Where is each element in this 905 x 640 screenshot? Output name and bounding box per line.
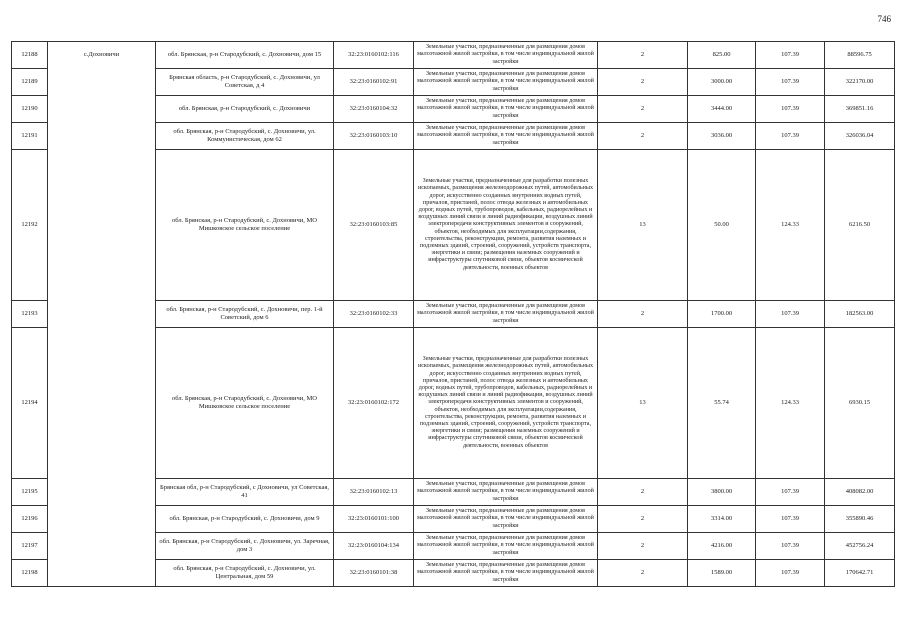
area-cell: 825.00 bbox=[688, 42, 756, 69]
page-number: 746 bbox=[877, 14, 891, 24]
table-row bbox=[12, 42, 895, 69]
land-use-cell: Земельные участки, предназначенные для размещения домов малоэтажной жилой застройки, в том числе индивидуальной жилой застройки bbox=[414, 479, 598, 506]
row-id-cell: 12191 bbox=[12, 123, 48, 150]
group-cell: 2 bbox=[598, 301, 688, 328]
address-cell: обл. Брянская, р-н Стародубский, с. Дохновичи, дом 9 bbox=[156, 506, 334, 533]
rate-cell: 107.39 bbox=[756, 560, 825, 587]
area-cell: 3444.00 bbox=[688, 96, 756, 123]
table-row bbox=[12, 560, 895, 587]
rate-cell: 107.39 bbox=[756, 96, 825, 123]
locality-empty-cell bbox=[48, 560, 156, 587]
group-cell: 2 bbox=[598, 506, 688, 533]
area-cell: 3036.00 bbox=[688, 123, 756, 150]
address-cell: обл. Брянская, р-н Стародубский, с. Дохновичи, МО Мишковское сельское поселение bbox=[156, 150, 334, 301]
cadastral-number-cell: 32:23:0160102:13 bbox=[334, 479, 414, 506]
area-cell: 1700.00 bbox=[688, 301, 756, 328]
row-id-cell: 12190 bbox=[12, 96, 48, 123]
group-cell: 13 bbox=[598, 150, 688, 301]
cadastral-value-cell: 452756.24 bbox=[825, 533, 895, 560]
land-use-cell: Земельные участки, предназначенные для размещения домов малоэтажной жилой застройки, в том числе индивидуальной жилой застройки bbox=[414, 560, 598, 587]
land-use-cell: Земельные участки, предназначенные для размещения домов малоэтажной жилой застройки, в том числе индивидуальной жилой застройки bbox=[414, 42, 598, 69]
address-cell: обл. Брянская, р-н Стародубский, с. Дохновичи, ул. Коммунистическая, дом 62 bbox=[156, 123, 334, 150]
cadastral-number-cell: 32:23:0160102:91 bbox=[334, 69, 414, 96]
address-cell: обл. Брянская, р-н Стародубский, с. Дохновичи, ул. Центральная, дом 59 bbox=[156, 560, 334, 587]
cadastral-number-cell: 32:23:0160101:38 bbox=[334, 560, 414, 587]
address-cell: обл. Брянская, р-н Стародубский, с. Дохновичи bbox=[156, 96, 334, 123]
locality-empty-cell bbox=[48, 150, 156, 301]
locality-empty-cell bbox=[48, 123, 156, 150]
locality-empty-cell bbox=[48, 301, 156, 328]
cadastral-number-cell: 32:23:0160103:10 bbox=[334, 123, 414, 150]
row-id-cell: 12193 bbox=[12, 301, 48, 328]
cadastral-value-cell: 322170.00 bbox=[825, 69, 895, 96]
cadastral-number-cell: 32:23:0160101:100 bbox=[334, 506, 414, 533]
cadastral-value-cell: 355890.46 bbox=[825, 506, 895, 533]
locality-empty-cell bbox=[48, 328, 156, 479]
rate-cell: 124.33 bbox=[756, 328, 825, 479]
row-id-cell: 12197 bbox=[12, 533, 48, 560]
group-cell: 2 bbox=[598, 69, 688, 96]
row-id-cell: 12194 bbox=[12, 328, 48, 479]
area-cell: 3314.00 bbox=[688, 506, 756, 533]
rate-cell: 107.39 bbox=[756, 479, 825, 506]
locality-empty-cell bbox=[48, 479, 156, 506]
rate-cell: 124.33 bbox=[756, 150, 825, 301]
cadastral-number-cell: 32:23:0160103:85 bbox=[334, 150, 414, 301]
row-id-cell: 12195 bbox=[12, 479, 48, 506]
table-row bbox=[12, 479, 895, 506]
group-cell: 2 bbox=[598, 560, 688, 587]
group-cell: 2 bbox=[598, 123, 688, 150]
land-use-cell: Земельные участки, предназначенные для разработки полезных ископаемых, размещения железнодорожных путей, автомобильных дорог, искусственно созданных внутренних водных путей, причалов, пристаней, полос отвода железных и автомобильных дорог, водных путей, трубопроводов, кабельных, радиорелейных и воздушных линий связи и линий радиофикации, воздушных линий электропередачи конструктивных элементов и сооружений, объектов, необходимых для эксплуатации,содержания, строительства, реконструкции, ремонта, развития наземных и подземных зданий, строений, сооружений, устройств транспорта, энергетики и связи; размещения наземных сооружений и инфраструктуры спутниковой связи, объектов космической деятельности, военных объектов bbox=[414, 150, 598, 301]
group-cell: 2 bbox=[598, 533, 688, 560]
row-id-cell: 12196 bbox=[12, 506, 48, 533]
land-use-cell: Земельные участки, предназначенные для размещения домов малоэтажной жилой застройки, в том числе индивидуальной жилой застройки bbox=[414, 69, 598, 96]
table-row bbox=[12, 301, 895, 328]
land-use-cell: Земельные участки, предназначенные для размещения домов малоэтажной жилой застройки, в том числе индивидуальной жилой застройки bbox=[414, 301, 598, 328]
cadastral-number-cell: 32:23:0160102:172 bbox=[334, 328, 414, 479]
group-cell: 2 bbox=[598, 96, 688, 123]
locality-empty-cell bbox=[48, 506, 156, 533]
row-id-cell: 12188 bbox=[12, 42, 48, 69]
area-cell: 3000.00 bbox=[688, 69, 756, 96]
cadastral-value-cell: 326036.04 bbox=[825, 123, 895, 150]
row-id-cell: 12198 bbox=[12, 560, 48, 587]
table-body bbox=[12, 42, 895, 587]
cadastral-value-cell: 6930.15 bbox=[825, 328, 895, 479]
row-id-cell: 12192 bbox=[12, 150, 48, 301]
cadastral-value-cell: 369851.16 bbox=[825, 96, 895, 123]
table-row bbox=[12, 506, 895, 533]
cadastral-number-cell: 32:23:0160102:116 bbox=[334, 42, 414, 69]
land-use-cell: Земельные участки, предназначенные для размещения домов малоэтажной жилой застройки, в том числе индивидуальной жилой застройки bbox=[414, 506, 598, 533]
rate-cell: 107.39 bbox=[756, 123, 825, 150]
rate-cell: 107.39 bbox=[756, 42, 825, 69]
area-cell: 50.00 bbox=[688, 150, 756, 301]
address-cell: обл. Брянская, р-н Стародубский, с. Дохновичи, МО Мишковское сельское поселение bbox=[156, 328, 334, 479]
cadastral-number-cell: 32:23:0160104:32 bbox=[334, 96, 414, 123]
cadastral-value-cell: 6216.50 bbox=[825, 150, 895, 301]
table-row bbox=[12, 96, 895, 123]
table-row bbox=[12, 533, 895, 560]
address-cell: обл. Брянская, р-н Стародубский, с. Дохновичи, ул. Заречная, дом 3 bbox=[156, 533, 334, 560]
locality-empty-cell bbox=[48, 69, 156, 96]
rate-cell: 107.39 bbox=[756, 69, 825, 96]
land-use-cell: Земельные участки, предназначенные для размещения домов малоэтажной жилой застройки, в том числе индивидуальной жилой застройки bbox=[414, 123, 598, 150]
cadastral-value-cell: 170642.71 bbox=[825, 560, 895, 587]
area-cell: 1589.00 bbox=[688, 560, 756, 587]
table-row bbox=[12, 69, 895, 96]
address-cell: Брянская обл, р-н Стародубский, с Дохновичи, ул Советская, 41 bbox=[156, 479, 334, 506]
cadastral-value-cell: 182563.00 bbox=[825, 301, 895, 328]
locality-empty-cell bbox=[48, 533, 156, 560]
land-use-cell: Земельные участки, предназначенные для разработки полезных ископаемых, размещения железнодорожных путей, автомобильных дорог, искусственно созданных внутренних водных путей, причалов, пристаней, полос отвода железных и автомобильных дорог, водных путей, трубопроводов, кабельных, радиорелейных и воздушных линий связи и линий радиофикации, воздушных линий электропередачи конструктивных элементов и сооружений, объектов, необходимых для эксплуатации,содержания, строительства, реконструкции, ремонта, развития наземных и подземных зданий, строений, сооружений, устройств транспорта, энергетики и связи; размещения наземных сооружений и инфраструктуры спутниковой связи, объектов космической деятельности, военных объектов bbox=[414, 328, 598, 479]
table-row bbox=[12, 150, 895, 301]
table-row bbox=[12, 123, 895, 150]
land-registry-table bbox=[11, 41, 895, 587]
group-cell: 2 bbox=[598, 42, 688, 69]
locality-cell: с.Дохновичи bbox=[48, 42, 156, 69]
rate-cell: 107.39 bbox=[756, 533, 825, 560]
address-cell: обл. Брянская, р-н Стародубский, с. Дохновичи, пер. 1-й Советский, дом 6 bbox=[156, 301, 334, 328]
group-cell: 2 bbox=[598, 479, 688, 506]
area-cell: 4216.00 bbox=[688, 533, 756, 560]
area-cell: 3800.00 bbox=[688, 479, 756, 506]
address-cell: Брянская область, р-н Стародубский, с. Дохновичи, ул Советская, д 4 bbox=[156, 69, 334, 96]
cadastral-number-cell: 32:23:0160102:33 bbox=[334, 301, 414, 328]
rate-cell: 107.39 bbox=[756, 301, 825, 328]
group-cell: 13 bbox=[598, 328, 688, 479]
cadastral-value-cell: 408082.00 bbox=[825, 479, 895, 506]
row-id-cell: 12189 bbox=[12, 69, 48, 96]
address-cell: обл. Брянская, р-н Стародубский, с. Дохновичи, дом 15 bbox=[156, 42, 334, 69]
table-row bbox=[12, 328, 895, 479]
locality-empty-cell bbox=[48, 96, 156, 123]
cadastral-number-cell: 32:23:0160104:134 bbox=[334, 533, 414, 560]
rate-cell: 107.39 bbox=[756, 506, 825, 533]
land-use-cell: Земельные участки, предназначенные для размещения домов малоэтажной жилой застройки, в том числе индивидуальной жилой застройки bbox=[414, 533, 598, 560]
land-use-cell: Земельные участки, предназначенные для размещения домов малоэтажной жилой застройки, в том числе индивидуальной жилой застройки bbox=[414, 96, 598, 123]
area-cell: 55.74 bbox=[688, 328, 756, 479]
cadastral-value-cell: 88596.75 bbox=[825, 42, 895, 69]
